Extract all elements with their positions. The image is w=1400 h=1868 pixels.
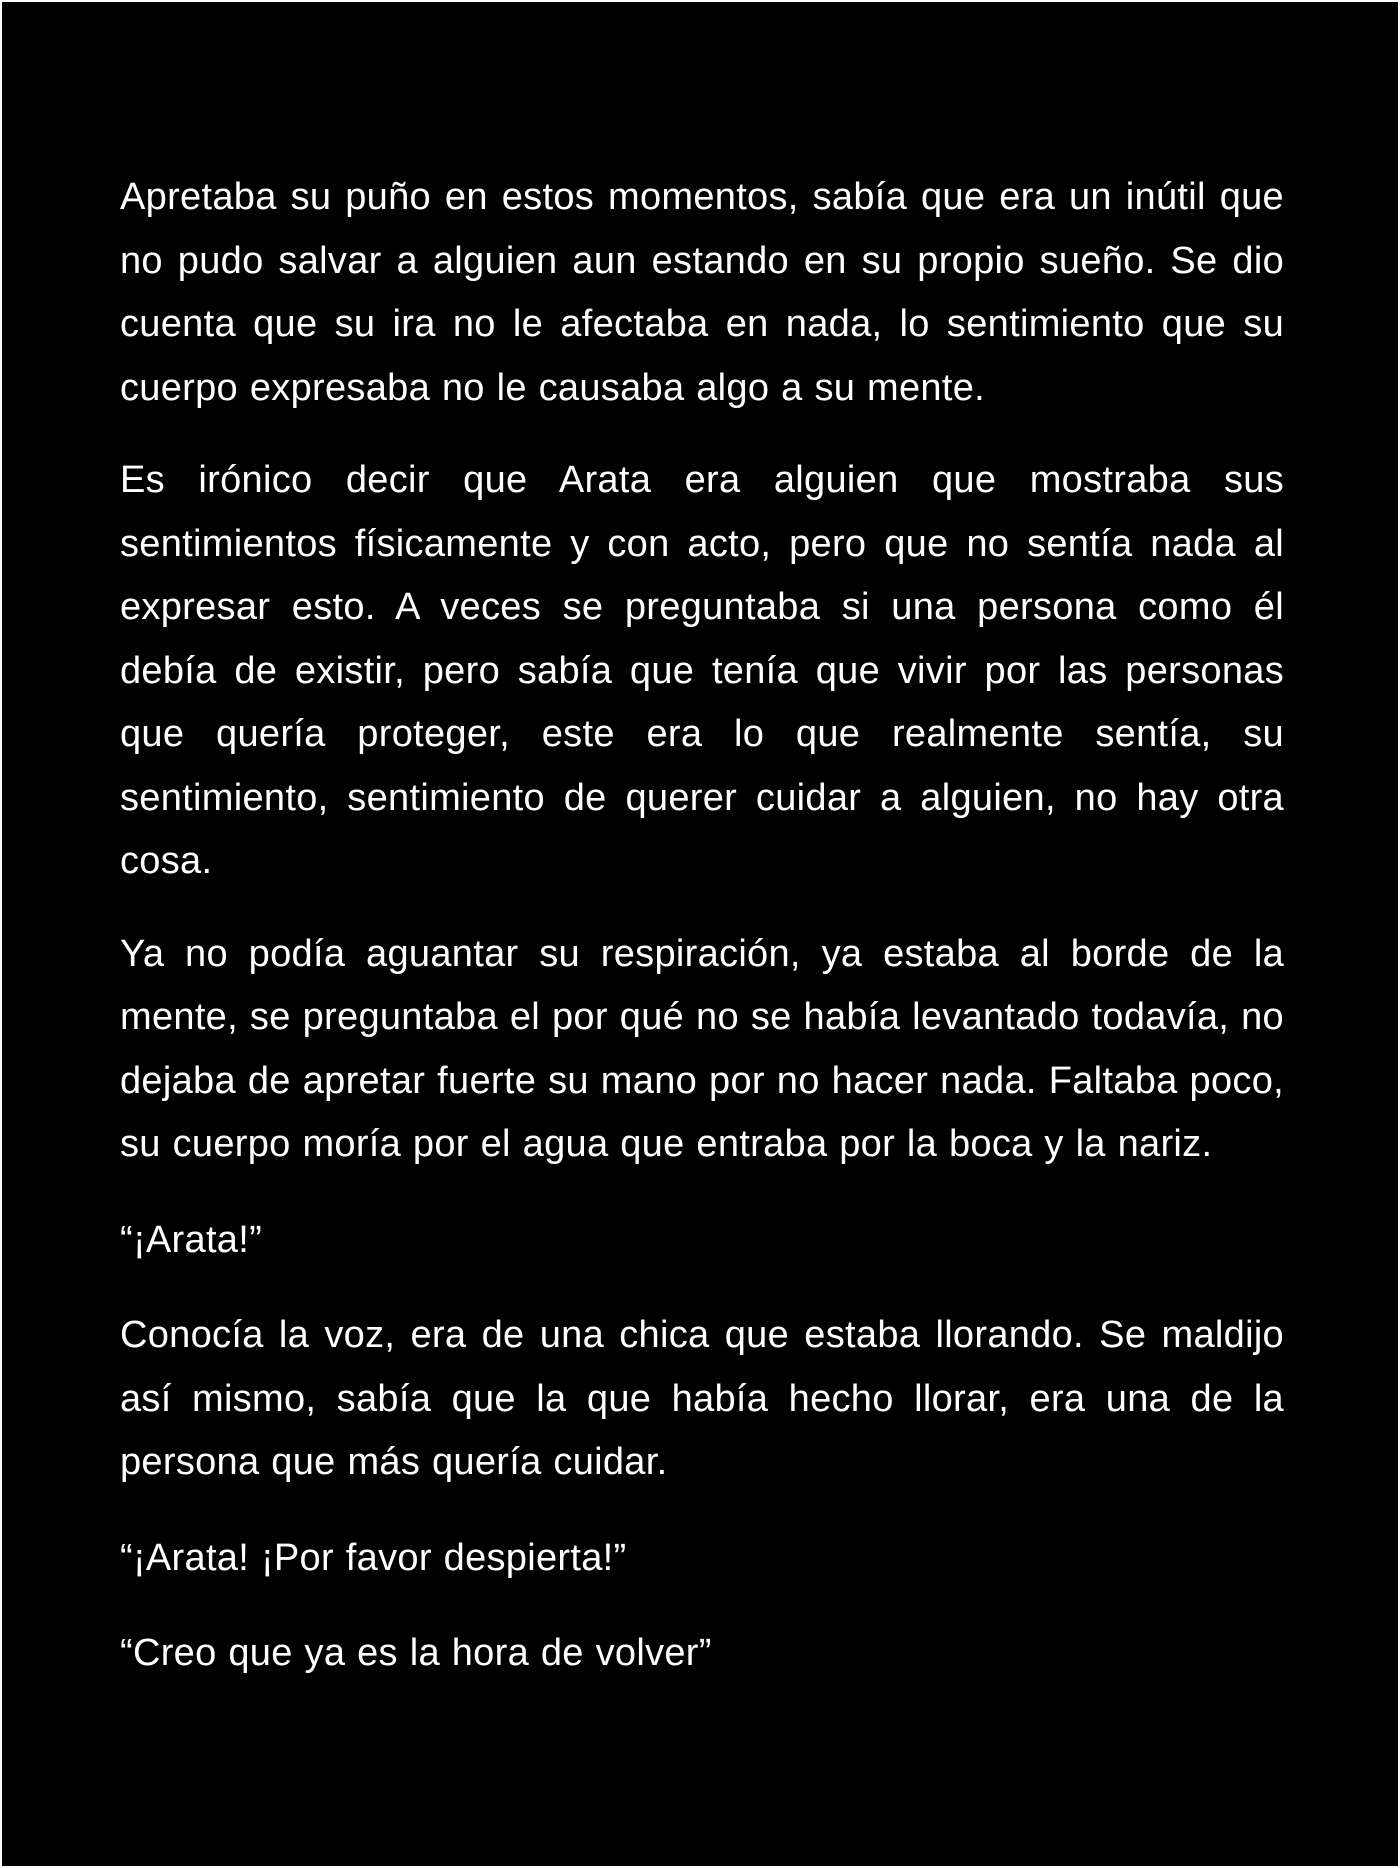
dialogue-1: “¡Arata!” [120,1218,263,1261]
paragraph-1: Apretaba su puño en estos momentos, sabía que era un inútil que no pudo salvar a alguien aun estando en su propio sueño. Se dio cuenta que su ira no le afectaba en nada, lo sentimiento que su cuerpo expresaba no le causaba algo a su mente. [120,176,1284,409]
dialogue-2: “¡Arata! ¡Por favor despierta!” [120,1536,627,1579]
paragraph-4: Conocía la voz, era de una chica que estaba llorando. Se maldijo así mismo, sabía que la que había hecho llorar, era una de la persona que más quería cuidar. [120,1314,1284,1483]
document-page [2,2,1398,1866]
dialogue-3: “Creo que ya es la hora de volver” [120,1632,712,1674]
story-text [120,166,1284,1686]
paragraph-2: Es irónico decir que Arata era alguien que mostraba sus sentimientos físicamente y con acto, pero que no sentía nada al expresar esto. A veces se preguntaba si una persona como él debía de existir, pero sabía que tenía que vivir por las personas que quería proteger, este era lo que realmente sentía, su sentimiento, sentimiento de querer cuidar a alguien, no hay otra cosa. [120,459,1284,882]
paragraph-3: Ya no podía aguantar su respiración, ya estaba al borde de la mente, se preguntaba el por qué no se había levantado todavía, no dejaba de apretar fuerte su mano por no hacer nada. Faltaba poco, su cuerpo moría por el agua que entraba por la boca y la nariz. [120,932,1284,1165]
